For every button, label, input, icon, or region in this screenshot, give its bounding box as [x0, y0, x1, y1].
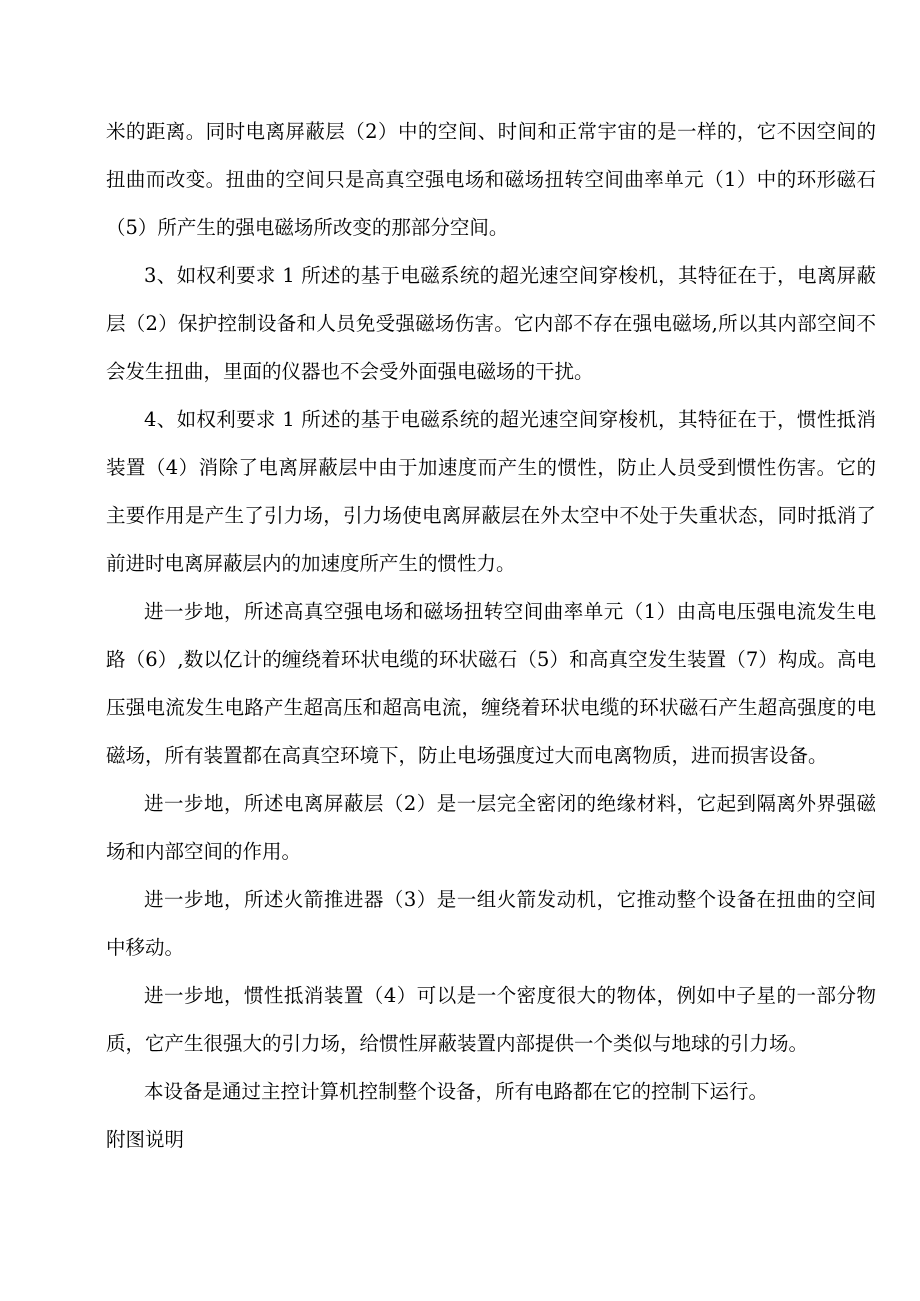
paragraph-rocket-thruster: 进一步地，所述火箭推进器（3）是一组火箭发动机，它推动整个设备在扭曲的空间中移动。 [106, 888, 876, 959]
paragraph-continuation: 米的距离。同时电离屏蔽层（2）中的空间、时间和正常宇宙的是一样的，它不因空间的扭曲而改变。扭曲的空间只是高真空强电场和磁场扭转空间曲率单元（1）中的环形磁石（5）所产生的强电磁场所改变的那部分空间。 [106, 120, 876, 239]
paragraph-claim-4: 4、如权利要求 1 所述的基于电磁系统的超光速空间穿梭机，其特征在于，惯性抵消装置（4）消除了电离屏蔽层中由于加速度而产生的惯性，防止人员受到惯性伤害。它的主要作用是产生了引力场，引力场使电离屏蔽层在外太空中不处于失重状态，同时抵消了前进时电离屏蔽层内的加速度所产生的惯性力。 [106, 408, 876, 575]
section-heading: 附图说明 [106, 1128, 185, 1151]
paragraph-inertia-device: 进一步地，惯性抵消装置（4）可以是一个密度很大的物体，例如中子星的一部分物质，它产生很强大的引力场，给惯性屏蔽装置内部提供一个类似与地球的引力场。 [106, 984, 876, 1055]
document-body [106, 108, 876, 1164]
paragraph-claim-3: 3、如权利要求 1 所述的基于电磁系统的超光速空间穿梭机，其特征在于，电离屏蔽层（2）保护控制设备和人员免受强磁场伤害。它内部不存在强电磁场,所以其内部空间不会发生扭曲，里面的仪器也不会受外面强电磁场的干扰。 [106, 264, 876, 383]
paragraph-unit-1: 进一步地，所述高真空强电场和磁场扭转空间曲率单元（1）由高电压强电流发生电路（6）,数以亿计的缠绕着环状电缆的环状磁石（5）和高真空发生装置（7）构成。高电压强电流发生电路产生超高压和超高电流，缠绕着环状电缆的环状磁石产生超高强度的电磁场，所有装置都在高真空环境下，防止电场强度过大而电离物质，进而损害设备。 [106, 600, 876, 767]
paragraph-shield-layer: 进一步地，所述电离屏蔽层（2）是一层完全密闭的绝缘材料，它起到隔离外界强磁场和内部空间的作用。 [106, 792, 876, 863]
paragraph-main-computer: 本设备是通过主控计算机控制整个设备，所有电路都在它的控制下运行。 [144, 1080, 769, 1103]
